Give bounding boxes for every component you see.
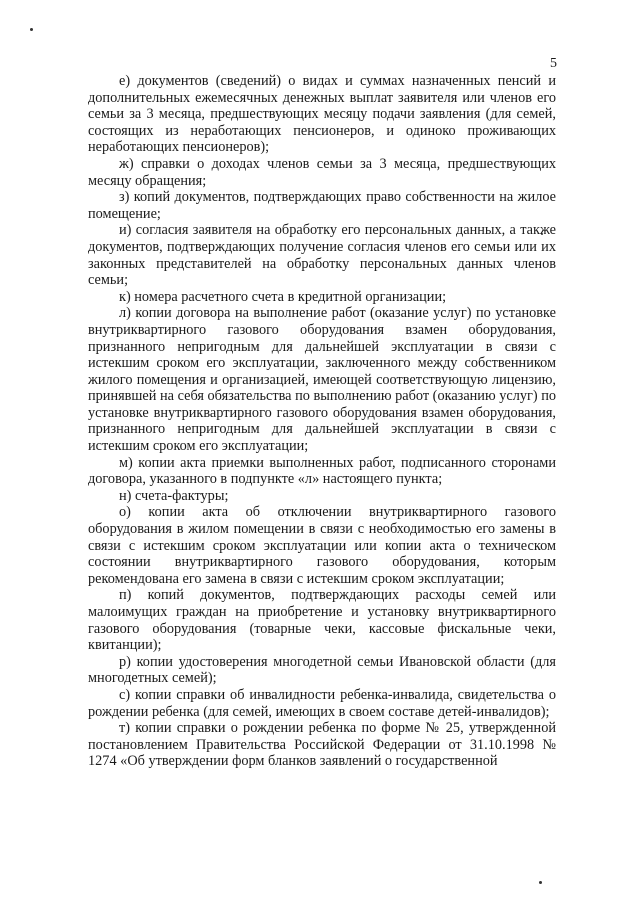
scan-speck (30, 28, 33, 31)
list-item-p: п) копий документов, подтверждающих расходы семей или малоимущих граждан на приобретение и установку внутриквартирного газового оборудования (товарные чеки, кассовые фискальные чеки, квитанции); (88, 587, 556, 654)
list-item-e: е) документов (сведений) о видах и суммах назначенных пенсий и дополнительных ежемесячных денежных выплат заявителя или членов его семьи за 3 месяца, предшествующих месяцу подачи заявления (для семей, состоящих из неработающих пенсионеров, и одиноко проживающих неработающих пенсионеров); (88, 73, 556, 156)
list-item-l: л) копии договора на выполнение работ (оказание услуг) по установке внутриквартирного газового оборудования взамен оборудования, признанного непригодным для дальнейшей эксплуатации в связи с истекшим сроком его эксплуатации, заключенного между собственником жилого помещения и организацией, имеющей соответствующую лицензию, принявшей на себя обязательства по выполнению работ (оказанию услуг) по установке внутриквартирного газового оборудования взамен оборудования, признанного непригодным для дальнейшей эксплуатации в связи с истекшим сроком его эксплуатации; (88, 305, 556, 455)
list-item-zh: ж) справки о доходах членов семьи за 3 месяца, предшествующих месяцу обращения; (88, 155, 556, 189)
list-item-n: н) счета-фактуры; (119, 487, 229, 504)
document-body (88, 73, 556, 770)
page-number: 5 (550, 56, 557, 71)
list-item-z: з) копий документов, подтверждающих право собственности на жилое помещение; (88, 189, 556, 222)
list-item-k: к) номера расчетного счета в кредитной организации; (119, 288, 447, 305)
list-item-o: о) копии акта об отключении внутриквартирного газового оборудования в жилом помещении в связи с необходимостью его замены в связи с истекшим сроком эксплуатации или копии акта о техническом состоянии внутриквартирного газового оборудования, которым рекомендована его замена в связи с истекшим сроком эксплуатации; (88, 504, 556, 587)
list-item-m: м) копии акта приемки выполненных работ, подписанного сторонами договора, указанного в подпункте «л» настоящего пункта; (88, 454, 556, 488)
scan-speck (539, 881, 542, 884)
list-item-i: и) согласия заявителя на обработку его персональных данных, а также документов, подтверждающих получение согласия членов его семьи или их законных представителей на обработку персональных данных членов семьи; (88, 222, 556, 289)
list-item-t: т) копии справки о рождении ребенка по форме № 25, утвержденной постановлением Правительства Российской Федерации от 31.10.1998 № 1274 «Об утверждении форм бланков заявлений о государственной (88, 720, 556, 770)
list-item-r: р) копии удостоверения многодетной семьи Ивановской области (для многодетных семей); (88, 653, 556, 687)
list-item-s: с) копии справки об инвалидности ребенка-инвалида, свидетельства о рождении ребенка (для семей, имеющих в своем составе детей-инвалидов); (88, 686, 556, 720)
